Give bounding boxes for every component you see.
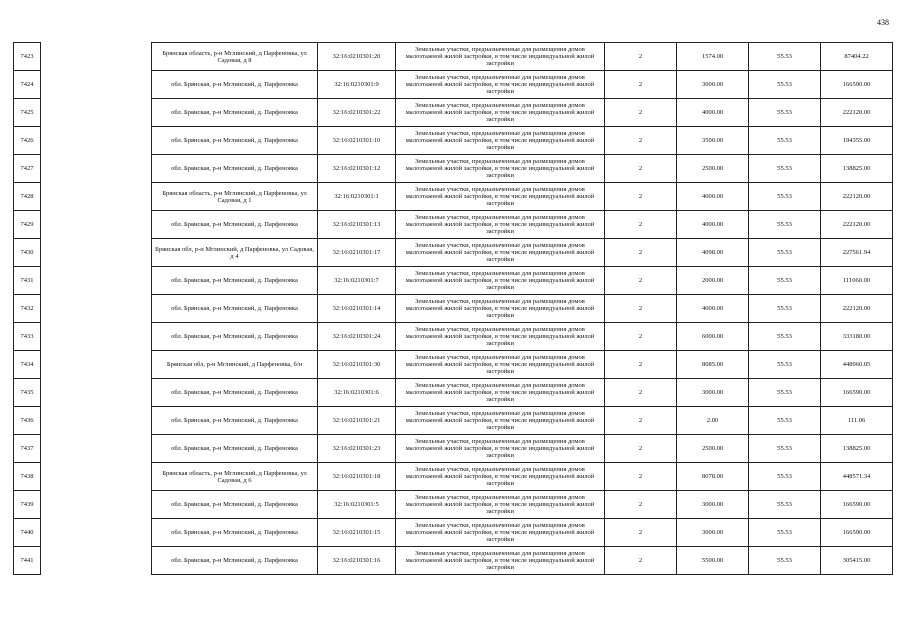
address-cell: обл. Брянская, р-н Мглинский, д. Парфеновка bbox=[152, 127, 318, 155]
empty-cell bbox=[41, 239, 152, 267]
area-cell: 4000.00 bbox=[677, 295, 749, 323]
group-cell: 2 bbox=[605, 463, 677, 491]
land-purpose-cell: Земельные участки, предназначенные для размещения домов малоэтажной жилой застройки, в том числе индивидуальной жилой застройки bbox=[396, 99, 605, 127]
rate-cell: 55.53 bbox=[749, 211, 821, 239]
area-cell: 3000.00 bbox=[677, 71, 749, 99]
cadastral-value-cell: 222120.00 bbox=[821, 183, 893, 211]
cadastral-number-cell: 32:16:0210301:13 bbox=[318, 211, 396, 239]
group-cell: 2 bbox=[605, 379, 677, 407]
area-cell: 2.00 bbox=[677, 407, 749, 435]
land-purpose-cell: Земельные участки, предназначенные для размещения домов малоэтажной жилой застройки, в том числе индивидуальной жилой застройки bbox=[396, 295, 605, 323]
address-cell: обл. Брянская, р-н Мглинский, д. Парфеновка bbox=[152, 155, 318, 183]
row-number-cell: 7426 bbox=[14, 127, 41, 155]
row-number-cell: 7435 bbox=[14, 379, 41, 407]
row-number-cell: 7427 bbox=[14, 155, 41, 183]
rate-cell: 55.53 bbox=[749, 519, 821, 547]
rate-cell: 55.53 bbox=[749, 183, 821, 211]
empty-cell bbox=[41, 127, 152, 155]
table-row bbox=[14, 547, 893, 575]
land-purpose-cell: Земельные участки, предназначенные для размещения домов малоэтажной жилой застройки, в том числе индивидуальной жилой застройки bbox=[396, 463, 605, 491]
land-purpose-cell: Земельные участки, предназначенные для размещения домов малоэтажной жилой застройки, в том числе индивидуальной жилой застройки bbox=[396, 211, 605, 239]
empty-cell bbox=[41, 435, 152, 463]
table-row bbox=[14, 155, 893, 183]
table-row bbox=[14, 491, 893, 519]
row-number-cell: 7430 bbox=[14, 239, 41, 267]
cadastral-value-cell: 448960.05 bbox=[821, 351, 893, 379]
address-cell: обл. Брянская, р-н Мглинский, д. Парфеновка bbox=[152, 99, 318, 127]
empty-cell bbox=[41, 267, 152, 295]
cadastral-value-cell: 111060.00 bbox=[821, 267, 893, 295]
empty-cell bbox=[41, 463, 152, 491]
group-cell: 2 bbox=[605, 43, 677, 71]
empty-cell bbox=[41, 351, 152, 379]
cadastral-value-cell: 166590.00 bbox=[821, 71, 893, 99]
row-number-cell: 7438 bbox=[14, 463, 41, 491]
rate-cell: 55.53 bbox=[749, 239, 821, 267]
cadastral-number-cell: 32:16:0210301:18 bbox=[318, 463, 396, 491]
empty-cell bbox=[41, 519, 152, 547]
address-cell: обл. Брянская, р-н Мглинский, д. Парфеновка bbox=[152, 295, 318, 323]
rate-cell: 55.53 bbox=[749, 43, 821, 71]
area-cell: 2500.00 bbox=[677, 435, 749, 463]
area-cell: 3000.00 bbox=[677, 491, 749, 519]
land-purpose-cell: Земельные участки, предназначенные для размещения домов малоэтажной жилой застройки, в том числе индивидуальной жилой застройки bbox=[396, 43, 605, 71]
group-cell: 2 bbox=[605, 295, 677, 323]
table-row bbox=[14, 463, 893, 491]
empty-cell bbox=[41, 407, 152, 435]
group-cell: 2 bbox=[605, 267, 677, 295]
area-cell: 4000.00 bbox=[677, 99, 749, 127]
cadastral-value-cell: 222120.00 bbox=[821, 99, 893, 127]
cadastral-value-cell: 138825.00 bbox=[821, 155, 893, 183]
land-purpose-cell: Земельные участки, предназначенные для размещения домов малоэтажной жилой застройки, в том числе индивидуальной жилой застройки bbox=[396, 71, 605, 99]
rate-cell: 55.53 bbox=[749, 295, 821, 323]
row-number-cell: 7434 bbox=[14, 351, 41, 379]
cadastral-number-cell: 32:16:0210301:5 bbox=[318, 491, 396, 519]
cadastral-value-cell: 333180.00 bbox=[821, 323, 893, 351]
address-cell: обл. Брянская, р-н Мглинский, д. Парфеновка bbox=[152, 547, 318, 575]
cadastral-number-cell: 32:16:0210301:17 bbox=[318, 239, 396, 267]
cadastral-number-cell: 32:16:0210301:10 bbox=[318, 127, 396, 155]
empty-cell bbox=[41, 99, 152, 127]
rate-cell: 55.53 bbox=[749, 351, 821, 379]
address-cell: обл. Брянская, р-н Мглинский, д. Парфеновка bbox=[152, 323, 318, 351]
cadastral-number-cell: 32:16:0210301:14 bbox=[318, 295, 396, 323]
empty-cell bbox=[41, 43, 152, 71]
address-cell: Брянская область, р-н Мглинский, д Парфеновка, ул Садовая, д 8 bbox=[152, 43, 318, 71]
cadastral-number-cell: 32:16:0210301:12 bbox=[318, 155, 396, 183]
empty-cell bbox=[41, 547, 152, 575]
cadastral-value-cell: 166590.00 bbox=[821, 379, 893, 407]
row-number-cell: 7423 bbox=[14, 43, 41, 71]
land-purpose-cell: Земельные участки, предназначенные для размещения домов малоэтажной жилой застройки, в том числе индивидуальной жилой застройки bbox=[396, 519, 605, 547]
cadastral-number-cell: 32:16:0210301:22 bbox=[318, 99, 396, 127]
land-purpose-cell: Земельные участки, предназначенные для размещения домов малоэтажной жилой застройки, в том числе индивидуальной жилой застройки bbox=[396, 323, 605, 351]
area-cell: 5500.00 bbox=[677, 547, 749, 575]
cadastral-number-cell: 32:16:0210301:15 bbox=[318, 519, 396, 547]
group-cell: 2 bbox=[605, 239, 677, 267]
cadastral-value-cell: 87404.22 bbox=[821, 43, 893, 71]
row-number-cell: 7440 bbox=[14, 519, 41, 547]
cadastral-value-cell: 111.06 bbox=[821, 407, 893, 435]
land-purpose-cell: Земельные участки, предназначенные для размещения домов малоэтажной жилой застройки, в том числе индивидуальной жилой застройки bbox=[396, 351, 605, 379]
table-body bbox=[14, 43, 893, 575]
cadastral-number-cell: 32:16:0210301:20 bbox=[318, 43, 396, 71]
land-purpose-cell: Земельные участки, предназначенные для размещения домов малоэтажной жилой застройки, в том числе индивидуальной жилой застройки bbox=[396, 155, 605, 183]
group-cell: 2 bbox=[605, 323, 677, 351]
land-purpose-cell: Земельные участки, предназначенные для размещения домов малоэтажной жилой застройки, в том числе индивидуальной жилой застройки bbox=[396, 239, 605, 267]
address-cell: Брянская область, р-н Мглинский, д Парфеновка, ул Садовая, д 1 bbox=[152, 183, 318, 211]
table-row bbox=[14, 323, 893, 351]
table-row bbox=[14, 99, 893, 127]
land-purpose-cell: Земельные участки, предназначенные для размещения домов малоэтажной жилой застройки, в том числе индивидуальной жилой застройки bbox=[396, 491, 605, 519]
area-cell: 4000.00 bbox=[677, 183, 749, 211]
rate-cell: 55.53 bbox=[749, 463, 821, 491]
row-number-cell: 7429 bbox=[14, 211, 41, 239]
area-cell: 3000.00 bbox=[677, 519, 749, 547]
rate-cell: 55.53 bbox=[749, 491, 821, 519]
area-cell: 4000.00 bbox=[677, 211, 749, 239]
area-cell: 3000.00 bbox=[677, 379, 749, 407]
cadastral-value-cell: 166590.00 bbox=[821, 491, 893, 519]
table-row bbox=[14, 519, 893, 547]
address-cell: Брянская обл, р-н Мглинский, д Парфеновка, ул Садовая, д 4 bbox=[152, 239, 318, 267]
empty-cell bbox=[41, 183, 152, 211]
table-row bbox=[14, 379, 893, 407]
group-cell: 2 bbox=[605, 435, 677, 463]
table-row bbox=[14, 211, 893, 239]
area-cell: 2500.00 bbox=[677, 155, 749, 183]
table-row bbox=[14, 71, 893, 99]
address-cell: обл. Брянская, р-н Мглинский, д. Парфеновка bbox=[152, 71, 318, 99]
land-purpose-cell: Земельные участки, предназначенные для размещения домов малоэтажной жилой застройки, в том числе индивидуальной жилой застройки bbox=[396, 267, 605, 295]
table-row bbox=[14, 239, 893, 267]
row-number-cell: 7424 bbox=[14, 71, 41, 99]
cadastral-number-cell: 32:16:0210301:9 bbox=[318, 71, 396, 99]
rate-cell: 55.53 bbox=[749, 155, 821, 183]
cadastral-value-cell: 305415.00 bbox=[821, 547, 893, 575]
address-cell: обл. Брянская, р-н Мглинский, д. Парфеновка bbox=[152, 435, 318, 463]
cadastral-number-cell: 32:16:0210301:16 bbox=[318, 547, 396, 575]
group-cell: 2 bbox=[605, 407, 677, 435]
address-cell: Брянская область, р-н Мглинский, д Парфеновка, ул Садовая, д 6 bbox=[152, 463, 318, 491]
rate-cell: 55.53 bbox=[749, 407, 821, 435]
row-number-cell: 7436 bbox=[14, 407, 41, 435]
cadastral-value-cell: 222120.00 bbox=[821, 295, 893, 323]
empty-cell bbox=[41, 71, 152, 99]
cadastral-value-cell: 194355.00 bbox=[821, 127, 893, 155]
cadastral-value-cell: 448571.34 bbox=[821, 463, 893, 491]
rate-cell: 55.53 bbox=[749, 71, 821, 99]
land-purpose-cell: Земельные участки, предназначенные для размещения домов малоэтажной жилой застройки, в том числе индивидуальной жилой застройки bbox=[396, 379, 605, 407]
land-purpose-cell: Земельные участки, предназначенные для размещения домов малоэтажной жилой застройки, в том числе индивидуальной жилой застройки bbox=[396, 435, 605, 463]
cadastral-number-cell: 32:16:0210301:21 bbox=[318, 407, 396, 435]
group-cell: 2 bbox=[605, 491, 677, 519]
empty-cell bbox=[41, 379, 152, 407]
address-cell: обл. Брянская, р-н Мглинский, д. Парфеновка bbox=[152, 407, 318, 435]
table-row bbox=[14, 267, 893, 295]
empty-cell bbox=[41, 295, 152, 323]
row-number-cell: 7428 bbox=[14, 183, 41, 211]
row-number-cell: 7439 bbox=[14, 491, 41, 519]
row-number-cell: 7425 bbox=[14, 99, 41, 127]
land-purpose-cell: Земельные участки, предназначенные для размещения домов малоэтажной жилой застройки, в том числе индивидуальной жилой застройки bbox=[396, 183, 605, 211]
cadastral-number-cell: 32:16:0210301:23 bbox=[318, 435, 396, 463]
group-cell: 2 bbox=[605, 71, 677, 99]
area-cell: 4098.00 bbox=[677, 239, 749, 267]
area-cell: 6000.00 bbox=[677, 323, 749, 351]
cadastral-value-cell: 222120.00 bbox=[821, 211, 893, 239]
area-cell: 2000.00 bbox=[677, 267, 749, 295]
rate-cell: 55.53 bbox=[749, 99, 821, 127]
area-cell: 3500.00 bbox=[677, 127, 749, 155]
group-cell: 2 bbox=[605, 211, 677, 239]
cadastral-value-cell: 138825.00 bbox=[821, 435, 893, 463]
rate-cell: 55.53 bbox=[749, 379, 821, 407]
group-cell: 2 bbox=[605, 547, 677, 575]
area-cell: 8085.00 bbox=[677, 351, 749, 379]
empty-cell bbox=[41, 155, 152, 183]
cadastral-value-cell: 166590.00 bbox=[821, 519, 893, 547]
group-cell: 2 bbox=[605, 183, 677, 211]
cadastral-number-cell: 32:16:0210301:24 bbox=[318, 323, 396, 351]
address-cell: Брянская обл, р-н Мглинский, д Парфеновка, б/н bbox=[152, 351, 318, 379]
table-row bbox=[14, 435, 893, 463]
land-purpose-cell: Земельные участки, предназначенные для размещения домов малоэтажной жилой застройки, в том числе индивидуальной жилой застройки bbox=[396, 407, 605, 435]
cadastral-number-cell: 32:16:0210301:7 bbox=[318, 267, 396, 295]
table-row bbox=[14, 351, 893, 379]
cadastral-number-cell: 32:16:0210301:30 bbox=[318, 351, 396, 379]
rate-cell: 55.53 bbox=[749, 323, 821, 351]
cadastral-registry-table bbox=[13, 42, 893, 575]
empty-cell bbox=[41, 323, 152, 351]
rate-cell: 55.53 bbox=[749, 547, 821, 575]
rate-cell: 55.53 bbox=[749, 267, 821, 295]
area-cell: 1574.00 bbox=[677, 43, 749, 71]
cadastral-value-cell: 227561.94 bbox=[821, 239, 893, 267]
group-cell: 2 bbox=[605, 155, 677, 183]
rate-cell: 55.53 bbox=[749, 127, 821, 155]
row-number-cell: 7441 bbox=[14, 547, 41, 575]
table-row bbox=[14, 295, 893, 323]
table-row bbox=[14, 43, 893, 71]
group-cell: 2 bbox=[605, 351, 677, 379]
row-number-cell: 7433 bbox=[14, 323, 41, 351]
address-cell: обл. Брянская, р-н Мглинский, д. Парфеновка bbox=[152, 211, 318, 239]
row-number-cell: 7431 bbox=[14, 267, 41, 295]
group-cell: 2 bbox=[605, 99, 677, 127]
page-number: 438 bbox=[877, 18, 889, 27]
row-number-cell: 7437 bbox=[14, 435, 41, 463]
group-cell: 2 bbox=[605, 127, 677, 155]
cadastral-number-cell: 32:16:0210301:1 bbox=[318, 183, 396, 211]
rate-cell: 55.53 bbox=[749, 435, 821, 463]
address-cell: обл. Брянская, р-н Мглинский, д. Парфеновка bbox=[152, 519, 318, 547]
land-purpose-cell: Земельные участки, предназначенные для размещения домов малоэтажной жилой застройки, в том числе индивидуальной жилой застройки bbox=[396, 547, 605, 575]
group-cell: 2 bbox=[605, 519, 677, 547]
table-row bbox=[14, 183, 893, 211]
empty-cell bbox=[41, 491, 152, 519]
cadastral-number-cell: 32:16:0210301:6 bbox=[318, 379, 396, 407]
table-row bbox=[14, 127, 893, 155]
area-cell: 8078.00 bbox=[677, 463, 749, 491]
address-cell: обл. Брянская, р-н Мглинский, д. Парфеновка bbox=[152, 491, 318, 519]
table-row bbox=[14, 407, 893, 435]
address-cell: обл. Брянская, р-н Мглинский, д. Парфеновка bbox=[152, 379, 318, 407]
land-purpose-cell: Земельные участки, предназначенные для размещения домов малоэтажной жилой застройки, в том числе индивидуальной жилой застройки bbox=[396, 127, 605, 155]
empty-cell bbox=[41, 211, 152, 239]
address-cell: обл. Брянская, р-н Мглинский, д. Парфеновка bbox=[152, 267, 318, 295]
row-number-cell: 7432 bbox=[14, 295, 41, 323]
